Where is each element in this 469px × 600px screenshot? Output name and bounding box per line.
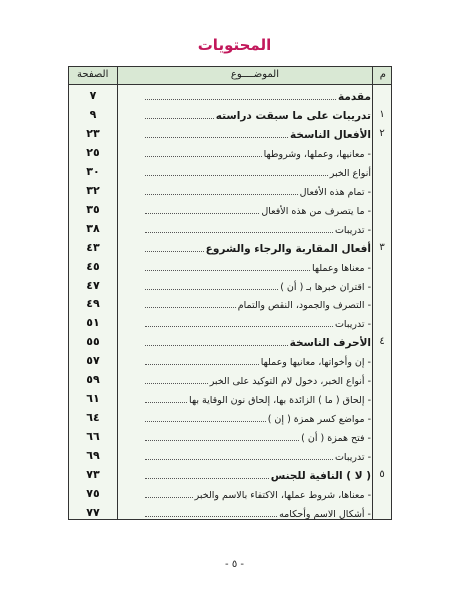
page-number: - ٥ - bbox=[225, 559, 244, 570]
topic-text: مقدمة bbox=[338, 91, 371, 103]
table-row bbox=[69, 466, 391, 484]
topic-text: - إلحاق ( ما ) الزائدة بها، إلحاق نون الوقاية بها bbox=[189, 395, 371, 407]
topic-text: - معناها، شروط عملها، الاكتفاء بالاسم والخبر bbox=[194, 489, 371, 501]
contents-table bbox=[68, 66, 392, 520]
table-row bbox=[69, 144, 391, 162]
table-row bbox=[69, 371, 391, 389]
dot-leader bbox=[145, 421, 266, 422]
table-row bbox=[69, 485, 391, 503]
topic-text: - أشكال الاسم وأحكامه bbox=[279, 508, 371, 520]
dot-leader bbox=[145, 326, 333, 327]
row-topic bbox=[143, 146, 371, 160]
row-page-number: ٢٣ bbox=[86, 126, 100, 140]
dot-leader bbox=[145, 270, 310, 271]
row-number: ٥ bbox=[379, 469, 385, 480]
row-topic bbox=[143, 430, 371, 444]
row-page-number: ٣٨ bbox=[86, 221, 100, 235]
dot-leader bbox=[145, 232, 333, 233]
row-page-number: ٧٥ bbox=[86, 486, 100, 500]
dot-leader bbox=[145, 497, 193, 498]
dot-leader bbox=[145, 345, 288, 346]
row-topic bbox=[143, 184, 371, 198]
row-page-number: ٥٩ bbox=[86, 373, 100, 387]
row-topic bbox=[143, 411, 371, 425]
topic-text: - تمام هذه الأفعال bbox=[299, 186, 371, 198]
dot-leader bbox=[145, 459, 333, 460]
table-row bbox=[69, 87, 391, 105]
row-page-number: ٤٧ bbox=[86, 278, 100, 292]
dot-leader bbox=[145, 402, 187, 403]
row-topic bbox=[143, 506, 371, 520]
row-topic bbox=[143, 222, 371, 236]
table-row bbox=[69, 277, 391, 295]
table-row bbox=[69, 447, 391, 465]
table-row bbox=[69, 352, 391, 370]
row-page-number: ٣٠ bbox=[86, 164, 100, 178]
row-topic bbox=[143, 127, 371, 141]
topic-text: - فتح همزة ( أن ) bbox=[301, 433, 371, 445]
row-topic bbox=[143, 297, 371, 311]
row-page-number: ٥٥ bbox=[86, 335, 100, 349]
row-page-number: ٩ bbox=[89, 107, 97, 121]
topic-text: - اقتران خبرها بـ ( أن ) bbox=[280, 281, 371, 293]
table-row bbox=[69, 201, 391, 219]
dot-leader bbox=[145, 137, 288, 138]
row-number: ١ bbox=[379, 108, 385, 120]
dot-leader bbox=[145, 289, 278, 290]
row-topic bbox=[143, 392, 371, 406]
row-page-number: ٣٢ bbox=[86, 183, 100, 197]
row-topic bbox=[143, 316, 371, 330]
row-topic bbox=[143, 241, 371, 255]
table-row bbox=[69, 504, 391, 522]
topic-text: الأفعال الناسخة bbox=[290, 128, 371, 141]
row-page-number: ٦٦ bbox=[86, 430, 100, 444]
table-row bbox=[69, 390, 391, 408]
dot-leader bbox=[145, 175, 328, 176]
dot-leader bbox=[145, 364, 259, 365]
dot-leader bbox=[145, 383, 208, 384]
dot-leader bbox=[145, 213, 259, 214]
dot-leader bbox=[145, 194, 298, 195]
topic-text: تدريبات على ما سبقت دراسته bbox=[215, 109, 371, 122]
topic-text: - أنواع الخبر، دخول لام التوكيد على الخبر bbox=[209, 376, 371, 388]
dot-leader bbox=[145, 118, 214, 119]
header-page: الصفحة bbox=[77, 69, 109, 80]
topic-text: أفعال المقاربة والرجاء والشروع bbox=[205, 242, 371, 255]
row-number: ٣ bbox=[379, 241, 385, 253]
row-topic bbox=[143, 279, 371, 293]
row-topic bbox=[143, 468, 371, 482]
page-title: المحتويات bbox=[197, 36, 272, 54]
table-row bbox=[69, 258, 391, 276]
row-topic bbox=[143, 487, 371, 501]
row-topic bbox=[143, 373, 371, 387]
row-page-number: ٦٤ bbox=[86, 411, 100, 425]
table-row bbox=[69, 428, 391, 446]
row-page-number: ٢٥ bbox=[86, 145, 100, 159]
row-topic bbox=[143, 449, 371, 463]
dot-leader bbox=[145, 478, 269, 479]
row-page-number: ٧٧ bbox=[86, 505, 100, 519]
topic-text: الأحرف الناسخة bbox=[289, 337, 371, 350]
dot-leader bbox=[145, 307, 236, 308]
dot-leader bbox=[145, 156, 262, 157]
header-num: م bbox=[379, 69, 386, 80]
topic-text: - تدريبات bbox=[334, 319, 371, 331]
row-page-number: ٧ bbox=[89, 89, 97, 102]
table-row bbox=[69, 125, 391, 143]
row-page-number: ٧٣ bbox=[86, 468, 100, 481]
row-page-number: ٣٥ bbox=[86, 202, 100, 216]
row-topic bbox=[143, 335, 371, 349]
table-row bbox=[69, 220, 391, 238]
table-row bbox=[69, 314, 391, 332]
row-topic bbox=[143, 89, 371, 103]
topic-text: أنواع الخبر bbox=[329, 167, 371, 179]
header-topic: الموضــــوع bbox=[230, 69, 279, 80]
topic-text: - تدريبات bbox=[334, 224, 371, 236]
row-topic bbox=[143, 260, 371, 274]
table-row bbox=[69, 182, 391, 200]
topic-text: - مواضع كسر همزة ( إن ) bbox=[267, 414, 371, 426]
row-page-number: ٥١ bbox=[86, 316, 100, 330]
dot-leader bbox=[145, 251, 204, 252]
row-number: ٢ bbox=[379, 127, 385, 139]
table-row bbox=[69, 295, 391, 313]
row-page-number: ٤٣ bbox=[86, 240, 100, 254]
row-number: ٤ bbox=[379, 336, 385, 348]
row-topic bbox=[143, 108, 371, 122]
row-page-number: ٥٧ bbox=[86, 354, 100, 368]
table-row bbox=[69, 106, 391, 124]
dot-leader bbox=[145, 440, 299, 441]
topic-text: - إن وأخواتها، معانيها وعملها bbox=[260, 357, 371, 369]
table-row bbox=[69, 239, 391, 257]
row-page-number: ٤٥ bbox=[86, 259, 100, 273]
topic-text: - ما يتصرف من هذه الأفعال bbox=[261, 205, 371, 217]
row-page-number: ٦١ bbox=[86, 392, 100, 406]
row-page-number: ٦٩ bbox=[86, 449, 100, 463]
table-row bbox=[69, 333, 391, 351]
row-topic bbox=[143, 203, 371, 217]
table-row bbox=[69, 409, 391, 427]
topic-text: - معانيها، وعملها، وشروطها bbox=[263, 148, 371, 160]
topic-text: - تدريبات bbox=[334, 452, 371, 464]
row-page-number: ٤٩ bbox=[86, 297, 100, 311]
dot-leader bbox=[145, 99, 336, 100]
row-topic bbox=[143, 354, 371, 368]
topic-text: - معناها وعملها bbox=[312, 262, 371, 274]
table-row bbox=[69, 163, 391, 181]
row-topic bbox=[143, 165, 371, 179]
topic-text: ( لا ) النافية للجنس bbox=[270, 470, 371, 482]
dot-leader bbox=[145, 516, 277, 517]
topic-text: - التصرف والجمود، النقص والتمام bbox=[237, 300, 371, 312]
